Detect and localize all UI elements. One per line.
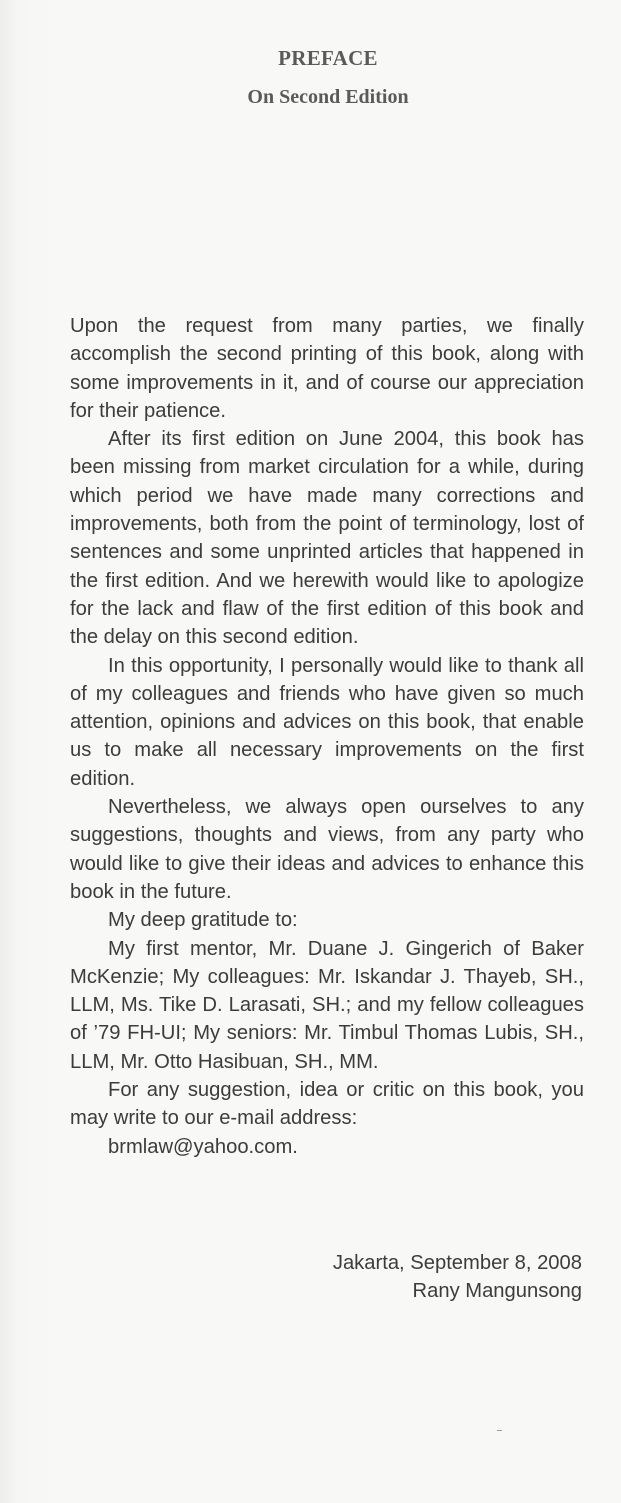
signature-place-date: Jakarta, September 8, 2008	[332, 1252, 582, 1274]
print-mark	[497, 1430, 502, 1431]
paragraph: Nevertheless, we always open ourselves to any suggestions, thoughts and views, from any party who would like to give their ideas and advices to enhance this book in the future.	[70, 796, 584, 903]
paragraph: For any suggestion, idea or critic on this book, you may write to our e-mail address:	[70, 1079, 584, 1130]
signature-name: Rany Mangunsong	[412, 1280, 582, 1303]
paragraph: My deep gratitude to:	[108, 909, 298, 932]
page-subtitle: On Second Edition	[247, 86, 409, 108]
paragraph: After its first edition on June 2004, this book has been missing from market circulation for a while, during which period we have made many corrections and improvements, both from the point of terminology, lost of sentences and some unprinted articles that happened in the first edition. And we herewith would like to apologize for the lack and flaw of the first edition of this book and the delay on this second edition.	[70, 428, 584, 649]
page-title: PREFACE	[278, 46, 378, 70]
paragraph: In this opportunity, I personally would like to thank all of my colleagues and friends who have given so much attention, opinions and advices on this book, that enable us to make all necessary improvements on the first edition.	[70, 654, 584, 790]
paragraph: Upon the request from many parties, we finally accomplish the second printing of this book, along with some improvements in it, and of course our appreciation for their patience.	[70, 315, 584, 422]
email-address: brmlaw@yahoo.com.	[108, 1135, 298, 1158]
paragraph: My first mentor, Mr. Duane J. Gingerich of Baker McKenzie; My colleagues: Mr. Iskandar J. Thayeb, SH., LLM, Ms. Tike D. Larasati, SH.; and my fellow colleagues of ’79 FH-UI; My seniors: Mr. Timbul Thomas Lubis, SH., LLM, Mr. Otto Hasibuan, SH., MM.	[70, 937, 584, 1073]
preface-body	[70, 312, 584, 1161]
signature-block	[70, 1249, 582, 1306]
